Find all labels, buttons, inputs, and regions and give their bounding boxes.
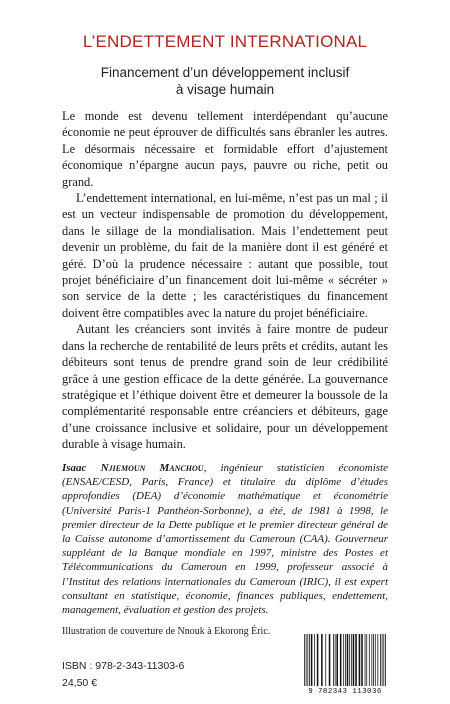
barcode-bar xyxy=(333,634,334,686)
barcode-bar xyxy=(353,634,355,686)
barcode-bar xyxy=(307,634,308,686)
barcode-bar xyxy=(359,634,361,686)
barcode-bar xyxy=(304,634,305,686)
barcode-bar xyxy=(369,634,370,686)
subtitle-line-1: Financement d’un développement inclusif xyxy=(100,65,350,80)
barcode-bar xyxy=(380,634,381,686)
isbn: ISBN : 978-2-343-11303-6 xyxy=(62,660,185,672)
barcode-bar xyxy=(311,634,313,686)
barcode-bar xyxy=(340,634,342,686)
barcode-bar xyxy=(306,634,307,686)
paragraph-1: Le monde est devenu tellement interdépendant qu’aucune économie ne peut éprouver de difficultés sans ébranler les autres. Le désormais nécessaire et formidable effort d’ajustement économique n’épargne aucun pays, pauvre ou riche, petit ou grand. xyxy=(62,109,388,189)
barcode-bar xyxy=(365,634,366,686)
barcode-bar xyxy=(373,634,374,686)
cover-illustration-credit: Illustration de couverture de Nnouk à Ekorong Éric. xyxy=(62,626,271,637)
barcode-bar xyxy=(335,634,336,686)
barcode-bar xyxy=(383,634,384,686)
barcode-bar xyxy=(314,634,315,686)
subtitle-line-2: à visage humain xyxy=(175,82,275,97)
book-subtitle xyxy=(60,64,390,98)
barcode xyxy=(300,634,390,696)
barcode-bar xyxy=(329,634,331,686)
barcode-bar xyxy=(347,634,349,686)
back-cover-text xyxy=(62,108,388,453)
author-name xyxy=(62,462,204,474)
barcode-digits: 9 782343 113036 xyxy=(308,688,382,696)
barcode-bar xyxy=(377,634,378,686)
price: 24,50 € xyxy=(62,677,98,689)
barcode-bar xyxy=(361,634,363,686)
barcode-bar xyxy=(355,634,357,686)
barcode-bar xyxy=(375,634,376,686)
barcode-bar xyxy=(325,634,326,686)
author-first-name: Isaac xyxy=(62,462,87,474)
author-last-name: Njiemoun Manchou xyxy=(100,462,204,474)
paragraph-3: Autant les créanciers sont invités à faire montre de pudeur dans la recherche de rentabilité de leurs prêts et crédits, autant les débiteurs sont tenus de prendre grand soin de leur crédibilité grâce à une gestion efficace de la dette générée. La gouvernance stratégique et l’éthique doivent être et demeurer la boussole de la complémentarité responsable entre créanciers et débiteurs, gage d’une croissance inclusive et solidaire, pour un développement durable à visage humain. xyxy=(62,322,388,452)
barcode-bars xyxy=(304,634,386,688)
author-bio-text: , ingénieur statisticien économiste (ENSAE/CESD, Paris, France) et titulaire du diplôme d’études approfondies (DEA) d’économie mathématique et économétrie (Université Paris-1 Panthéon-Sorbonne), a été, de 1981 à 1998, le premier directeur de la Dette publique et le premier directeur général de la Caisse autonome d’amortissement du Cameroun (CAA). Gouverneur suppléant de la Banque mondiale en 1997, ministre des Postes et Télécommunications du Cameroun en 1999, professeur associé à l’Institut des relations internationales du Cameroun (IRIC), il est expert consultant en statistique, économie, finances publiques, endettement, management, évaluation et gestion des projets. xyxy=(62,462,388,617)
barcode-bar xyxy=(371,634,372,686)
author-bio xyxy=(62,461,388,617)
barcode-bar xyxy=(309,634,310,686)
barcode-bar xyxy=(366,634,367,686)
barcode-bar xyxy=(351,634,352,686)
barcode-bar xyxy=(382,634,383,686)
barcode-bar xyxy=(321,634,323,686)
paragraph-2: L’endettement international, en lui-même, n’est pas un mal ; il est un vecteur indispensable de promotion du développement, dans le sillage de la mondialisation. Mais l’endettement peut devenir un problème, du fait de la manière dont il est généré et géré. D’où la prudence nécessaire : autant que possible, tout projet bénéficiaire d’un financement doit lui-même « sécréter » son service de la dette ; les caractéristiques du financement doivent être compatibles avec la nature du projet bénéficiaire. xyxy=(62,191,388,320)
barcode-bar xyxy=(345,634,346,686)
barcode-bar xyxy=(336,634,338,686)
barcode-bar xyxy=(343,634,344,686)
barcode-bar xyxy=(317,634,319,686)
barcode-bar xyxy=(385,634,386,686)
barcode-bar xyxy=(349,634,350,686)
book-title: L’ENDETTEMENT INTERNATIONAL xyxy=(82,32,368,51)
